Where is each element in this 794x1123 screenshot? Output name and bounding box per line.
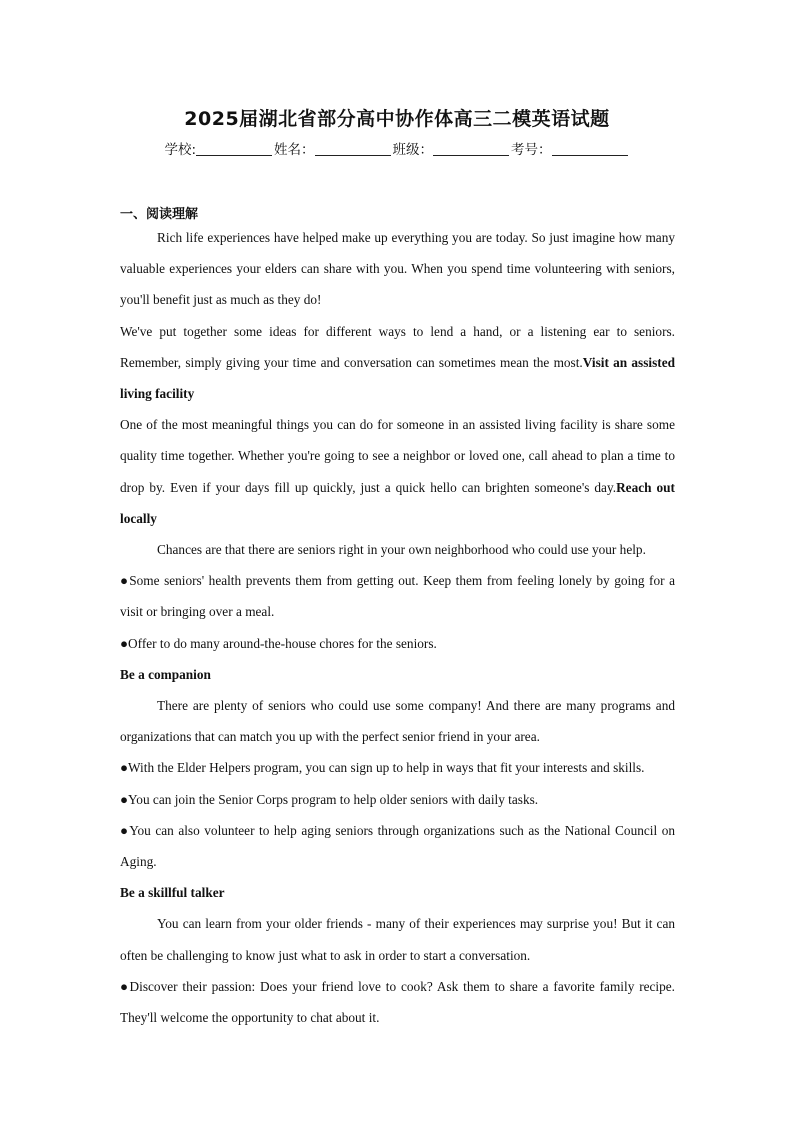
class-label: 班级： bbox=[392, 142, 434, 158]
talker-paragraph: You can learn from your older friends - many of their experiences may surprise you! But it can often be challenging to know just what to ask in order to start a conversation. bbox=[120, 916, 675, 963]
subheading-talker: Be a skillful talker bbox=[120, 885, 225, 901]
passage-intro-paragraph: Rich life experiences have helped make up everything you are today. So just imagine how many valuable experiences your elders can share with you. When you spend time volunteering with seniors, you'll benefit just as much as they do! bbox=[120, 230, 675, 308]
companion-bullet-3: ●You can also volunteer to help aging seniors through organizations such as the National Council on Aging. bbox=[120, 822, 675, 870]
subheading-companion: Be a companion bbox=[120, 666, 211, 682]
name-label: 姓名： bbox=[274, 142, 315, 158]
visit-paragraph bbox=[120, 409, 675, 534]
exam-number-label: 考号： bbox=[511, 142, 552, 158]
reach-bullet-1: ●Some seniors' health prevents them from getting out. Keep them from feeling lonely by going for a visit or bringing over a meal. bbox=[120, 573, 675, 620]
page-title: 2025届湖北省部分高中协作体高三二模英语试题 bbox=[184, 108, 610, 130]
name-blank[interactable] bbox=[315, 142, 391, 156]
passage-ideas-paragraph bbox=[120, 316, 675, 410]
class-blank[interactable] bbox=[433, 142, 509, 156]
reading-passage bbox=[120, 222, 675, 1033]
subheading-reach: Reach out locally bbox=[120, 479, 675, 526]
talker-bullet-1: ●Discover their passion: Does your friend love to cook? Ask them to share a favorite family recipe. They'll welcome the opportunity to chat about it. bbox=[120, 978, 675, 1026]
companion-paragraph: There are plenty of seniors who could use some company! And there are many programs and organizations that can match you up with the perfect senior friend in your area. bbox=[120, 698, 675, 745]
student-info-line bbox=[0, 138, 794, 158]
reach-paragraph: Chances are that there are seniors right in your own neighborhood who could use your help. bbox=[157, 542, 646, 558]
ideas-text: We've put together some ideas for different ways to lend a hand, or a listening ear to seniors. Remember, simply giving your time and conversation can sometimes mean the most. bbox=[120, 323, 675, 370]
exam-number-blank[interactable] bbox=[552, 142, 628, 156]
companion-bullet-1: ●With the Elder Helpers program, you can sign up to help in ways that fit your interests and skills. bbox=[120, 760, 645, 776]
subheading-visit: Visit an assisted living facility bbox=[120, 354, 676, 402]
reach-bullet-2: ●Offer to do many around-the-house chores for the seniors. bbox=[120, 635, 437, 651]
companion-bullet-2: ●You can join the Senior Corps program to help older seniors with daily tasks. bbox=[120, 791, 539, 807]
school-label: 学校: bbox=[164, 142, 197, 158]
section-heading: 一、阅读理解 bbox=[120, 207, 199, 222]
visit-text: One of the most meaningful things you can do for someone in an assisted living facility is share some quality time together. Whether you're going to see a neighbor or loved one, call ahead to plan a time to drop by. Even if your days fill up quickly, just a quick hello can brighten someone's day. bbox=[120, 417, 675, 495]
school-blank[interactable] bbox=[196, 142, 272, 156]
